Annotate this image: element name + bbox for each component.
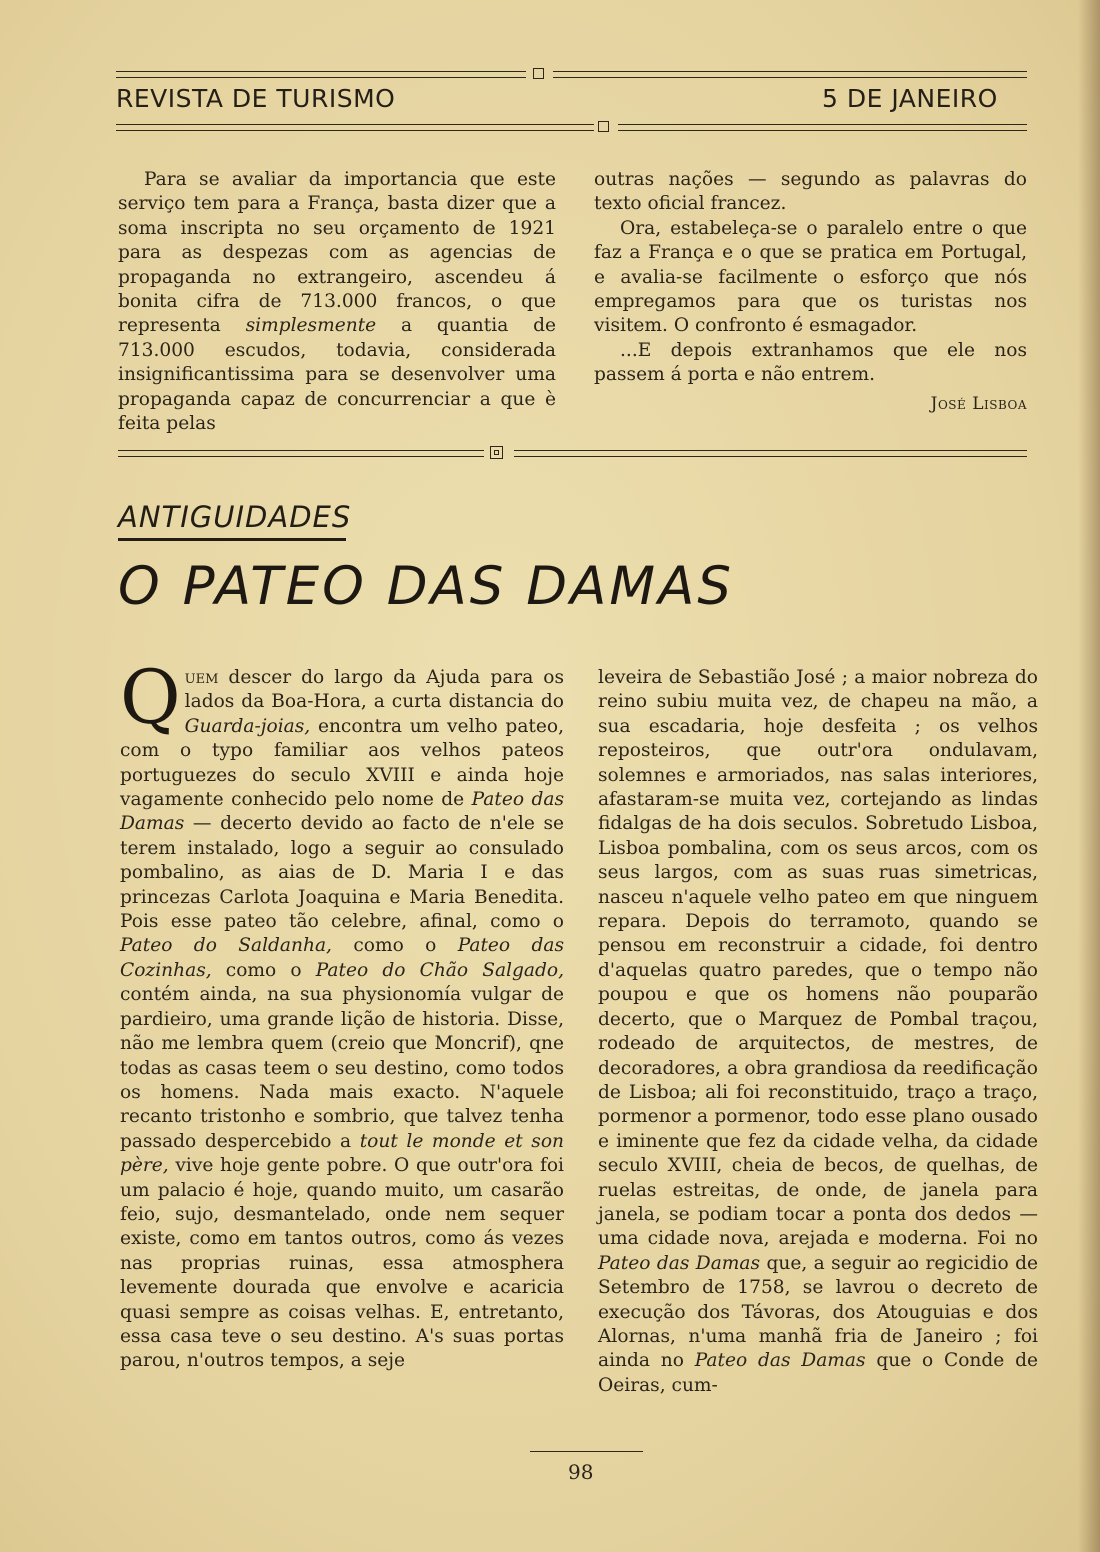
paragraph-text: leveira de Sebastião José ; a maior nobreza do reino subiu muita vez, de chapeu na mão, a sua escadaria, hoje desfeita ; os velhos reposteiros, que outr'ora ondulavam, solemnes e armoriados, nas salas interiores, afastaram-se muita vez, cortejando as lindas fidalgas de ha dois seculos. Sobretudo Lisboa, Lisboa pombalina, com os seus arcos, com os seus largos, com as suas ruas simetricas, nasceu n'aquele velho pateo em que ninguem repara. Depois do terramoto, quando se pensou em reconstruir a cidade, foi dentro d'aquelas quatro paredes, que o tempo não poupou e que os homens não pouparão decerto, que o Marquez de Pombal traçou, rodeado de arquitectos, de mestres, de decoradores, a obra grandiosa da reedificação de Lisboa; ali foi reconstituido, traço a traço, pormenor a pormenor, todo esse plano ousado e iminente que fez da cidade velha, da cidade seculo XVIII, cheia de becos, de quelhas, de ruelas estreitas, de onde, de janela para janela, se podiam tocar a ponta dos dedos — uma cidade nova, arejada e moderna. Foi no bbox=[598, 667, 1038, 1250]
emphasis-text: Pateo do Saldanha, bbox=[120, 935, 332, 957]
article-paragraph bbox=[598, 666, 1038, 1398]
article-paragraph bbox=[120, 655, 565, 1374]
paragraph-text: descer do largo da Ajuda para os lados da Boa-Hora, a curta distancia do bbox=[184, 667, 564, 713]
square-ornament-icon bbox=[533, 68, 544, 79]
section-underline bbox=[118, 538, 346, 541]
emphasis-text: Pateo das Damas bbox=[598, 1252, 761, 1274]
square-ornament-icon bbox=[598, 121, 609, 132]
page-number: 98 bbox=[568, 1460, 594, 1484]
article-title: O PATEO DAS DAMAS bbox=[118, 556, 734, 617]
paragraph: ...E depois extranhamos que ele nos passem á porta e não entrem. bbox=[594, 339, 1027, 386]
paragraph-text: a quantia de 713.000 escudos, todavia, considerada insignificantissima para se desenvolver uma propaganda capaz de concurrenciar a que è feita pelas bbox=[118, 315, 556, 435]
emphasis-text: Pateo das Damas bbox=[120, 789, 565, 835]
emphasis-text: Pateo do Chão Salgado, bbox=[315, 959, 564, 981]
top-article-paragraph bbox=[118, 168, 556, 436]
paragraph-text: que o Conde de Oeiras, cum- bbox=[598, 1350, 1038, 1396]
paragraph-text: vive hoje gente pobre. O que outr'ora foi um palacio é hoje, quando muito, um casarão feio, sujo, desmantelado, onde nem sequer existe, como em tantos outros, como ás vezes nas proprias ruinas, essa atmosphera levemente dourada que envolve e acaricia quasi sempre as coisas velhas. E, entretanto, essa casa teve o seu destino. A's suas portas parou, n'outros tempos, a seje bbox=[120, 1155, 564, 1372]
paragraph-continuation: outras nações — segundo as palavras do texto oficial francez. bbox=[594, 169, 1027, 215]
page-edge-shadow bbox=[1078, 0, 1100, 1552]
footer-rule bbox=[530, 1451, 643, 1452]
emphasis-text: Pateo das Damas bbox=[694, 1350, 866, 1372]
article-text bbox=[120, 655, 565, 1372]
top-article-left-column bbox=[118, 168, 556, 436]
paragraph-text: como o bbox=[331, 935, 458, 957]
article-left-column bbox=[120, 655, 565, 1374]
emphasis-text: Pateo das Cozinhas, bbox=[120, 935, 565, 981]
paragraph: Ora, estabeleça-se o paralelo entre o que faz a França e o que se pratica em Portugal, e avalia-se facilmente o esforço que nós empregamos para que os turistas nos visitem. O confronto é esmagador. bbox=[594, 217, 1027, 337]
emphasis-text: Guarda-joias, bbox=[184, 715, 311, 737]
publication-name: REVISTA DE TURISMO bbox=[116, 84, 396, 113]
small-caps-text: uem bbox=[184, 667, 219, 688]
paragraph-text: como o bbox=[211, 959, 316, 981]
emphasis-text: simplesmente bbox=[245, 315, 377, 337]
article-right-column bbox=[598, 666, 1038, 1398]
square-ornament-icon bbox=[494, 450, 499, 455]
paragraph-text: Para se avaliar da importancia que este serviço tem para a França, basta dizer que a soma inscripta no seu orçamento de 1921 para as despezas com as agencias de propaganda no extrangeiro, ascendeu á bonita cifra de 713.000 francos, o que representa bbox=[118, 169, 556, 337]
drop-cap: Q bbox=[120, 655, 181, 741]
emphasis-text: tout le monde et son père, bbox=[120, 1130, 564, 1177]
author-signature: José Lisboa bbox=[930, 393, 1027, 414]
paragraph-text: encontra um velho pateo, com o typo familiar aos velhos pateos portuguezes do seculo XVIII e ainda hoje vagamente conhecido pelo nome de bbox=[120, 715, 564, 811]
paragraph-text: contém ainda, na sua physionomía vulgar de pardieiro, uma grande lição de historia. Disse, não me lembra quem (creio que Moncrif), qne todas as casas teem o seu destino, como todos os homens. Nada mais exacto. N'aquele recanto tristonho e sombrio, que talvez tenha passado despercebido a bbox=[120, 984, 564, 1152]
issue-date: 5 DE JANEIRO bbox=[822, 84, 998, 113]
section-label: ANTIGUIDADES bbox=[118, 500, 352, 534]
paragraph-text: — decerto devido ao facto de n'ele se terem instalado, logo a seguir ao consulado pombalino, as aias de D. Maria I e das princezas Carlota Joaquina e Maria Benedita. Pois esse pateo tão celebre, afinal, como o bbox=[120, 813, 564, 933]
top-article-right-column bbox=[594, 168, 1027, 416]
article-text bbox=[598, 667, 1038, 1396]
paragraph-text: que, a seguir ao regicidio de Setembro de 1758, se lavrou o decreto de execução dos Távoras, dos Atouguias e dos Alornas, n'uma manhã fria de Janeiro ; foi ainda no bbox=[598, 1252, 1038, 1372]
